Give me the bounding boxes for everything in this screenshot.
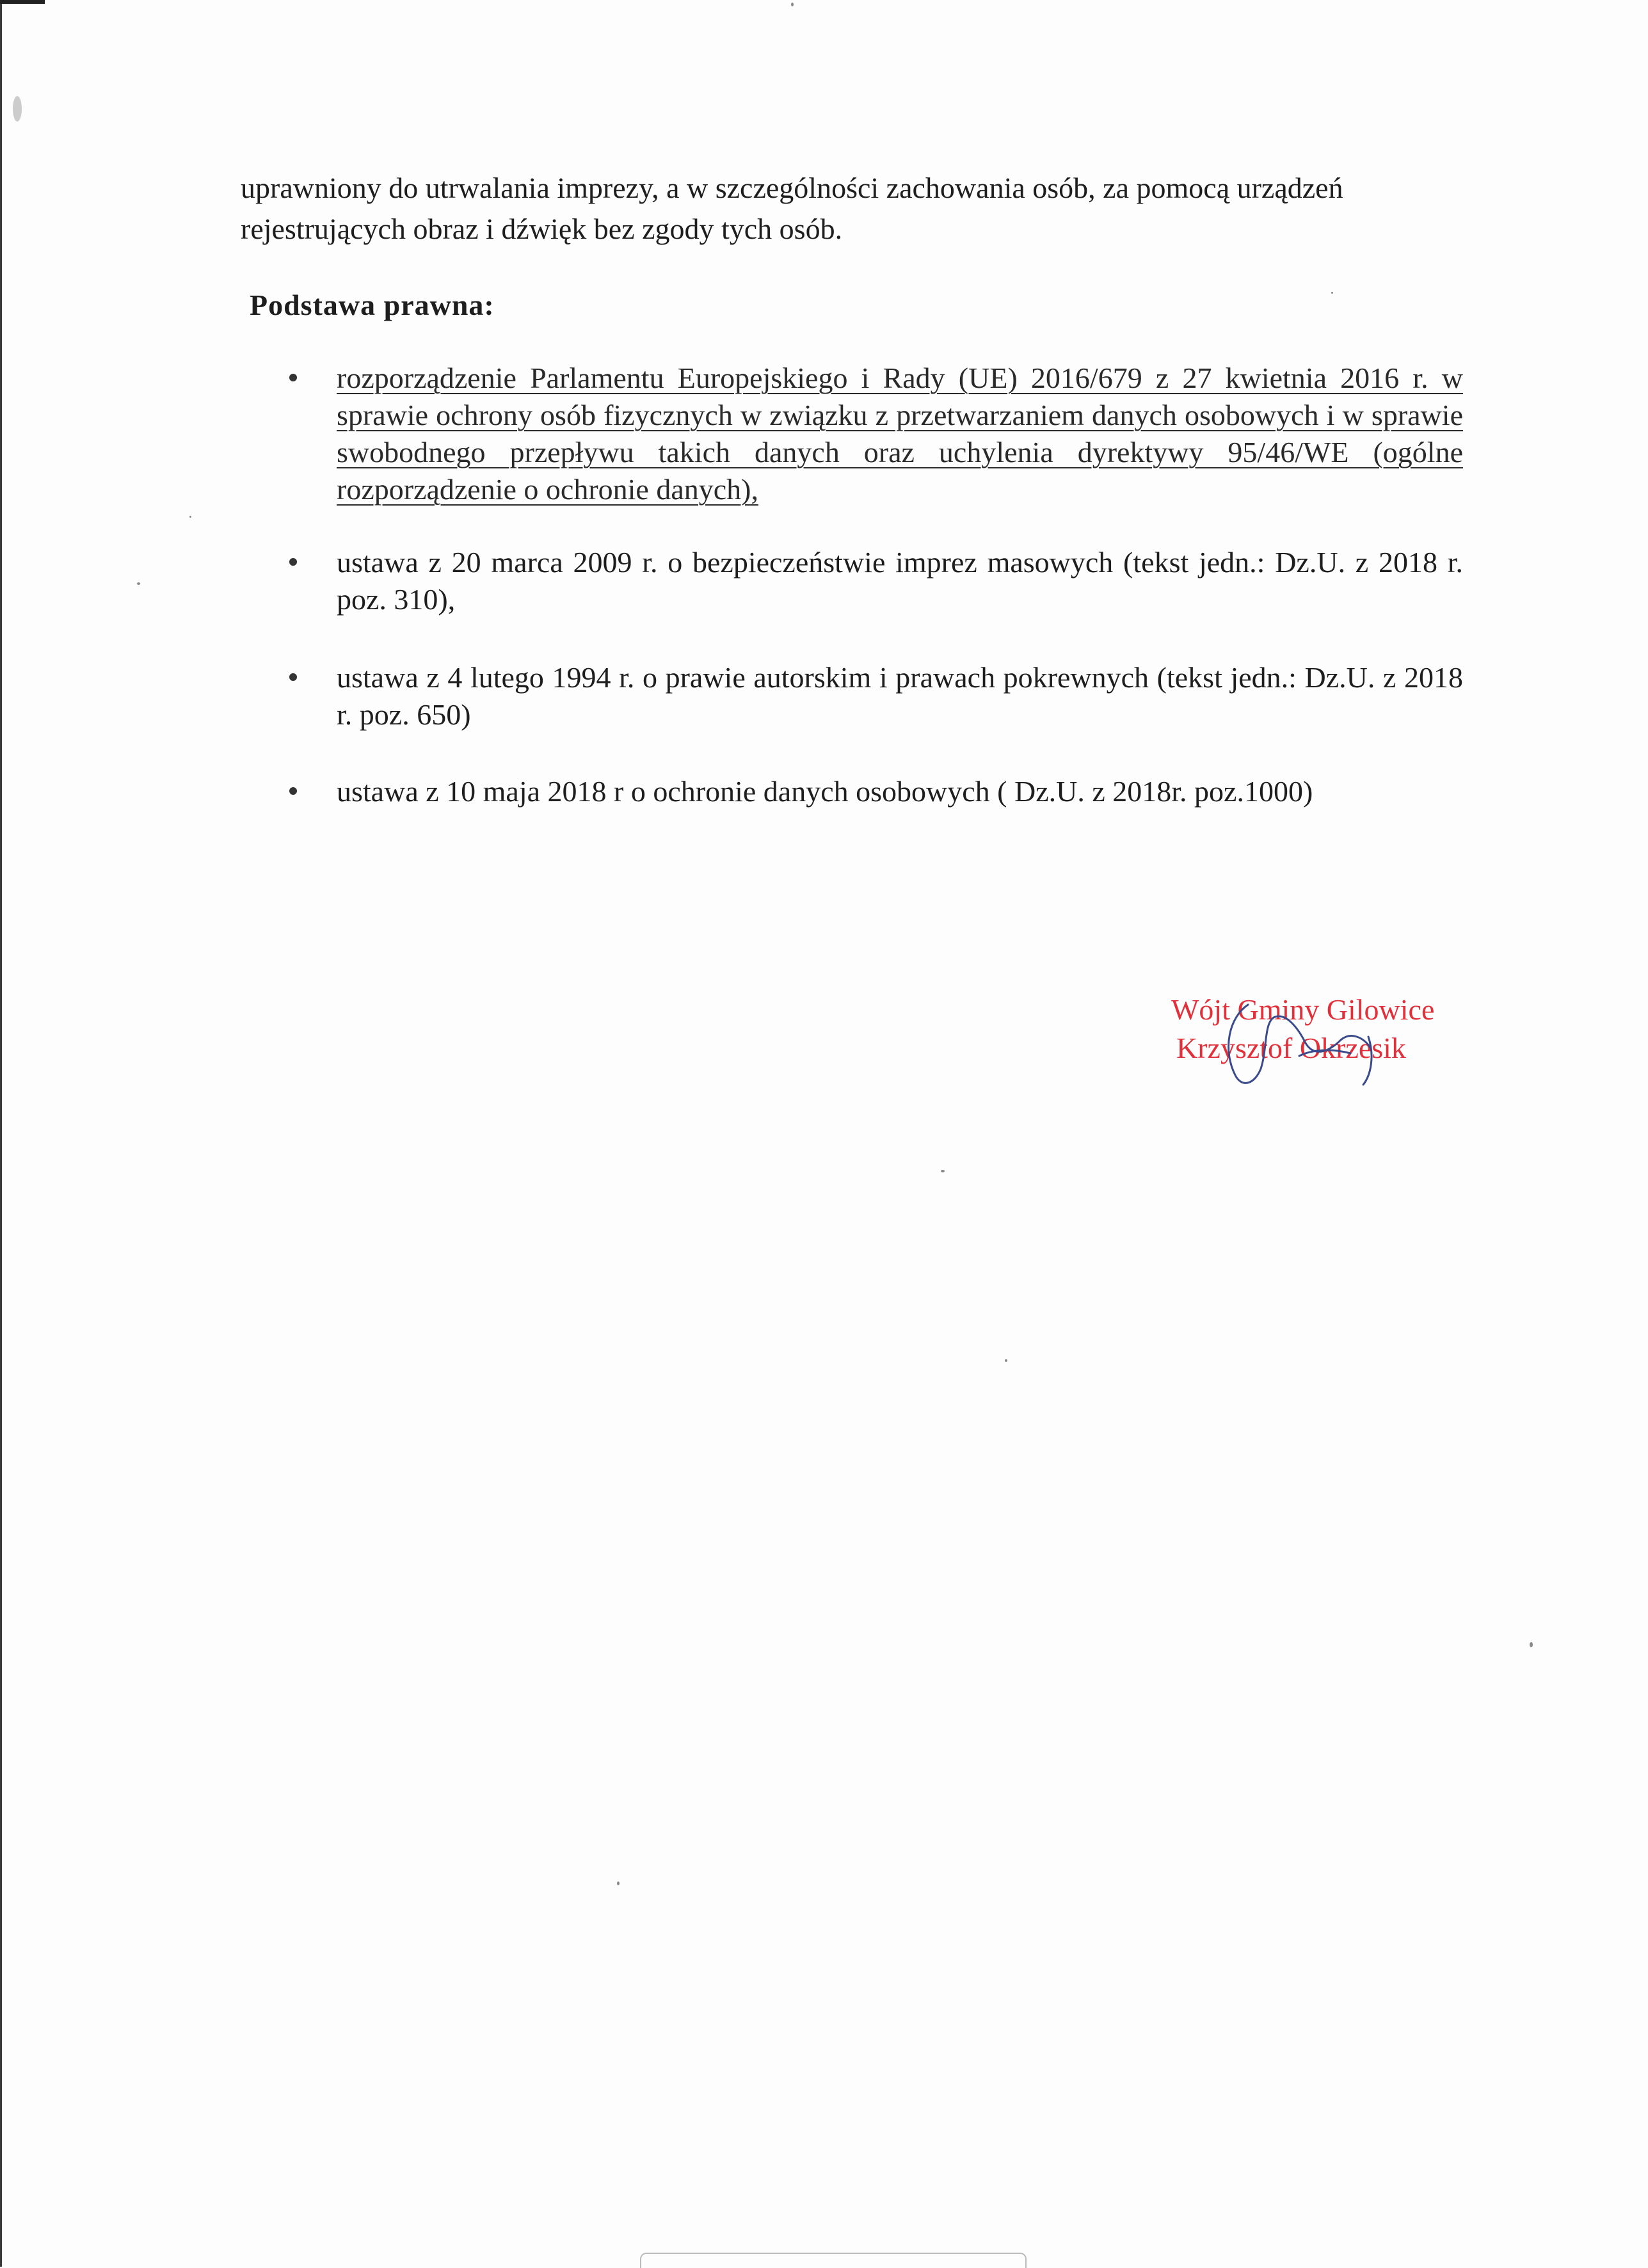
intro-paragraph (241, 168, 1463, 250)
handwritten-signature-icon (1203, 973, 1395, 1101)
intro-line-2: rejestrujących obraz i dźwięk bez zgody tych osób. (241, 212, 843, 245)
list-item-text: ustawa z 4 lutego 1994 r. o prawie autorskim i prawach pokrewnych (tekst jedn.: Dz.U. z 2018 r. poz. 650) (337, 661, 1463, 731)
legal-basis-heading: Podstawa prawna: (250, 289, 495, 321)
scan-edge (0, 0, 2, 2267)
list-item-text: ustawa z 20 marca 2009 r. o bezpieczeństwie imprez masowych (tekst jedn.: Dz.U. z 2018 r. poz. 310), (337, 546, 1463, 616)
bullet-icon (289, 787, 297, 795)
bullet-icon (289, 673, 297, 681)
intro-line-1: uprawniony do utrwalania imprezy, a w szczególności zachowania osób, za pomocą urządzeń (241, 172, 1343, 204)
scan-speck (137, 582, 140, 585)
scan-bottom-edge (640, 2253, 1027, 2268)
scan-speck (189, 516, 191, 518)
signature-title: Wójt Gminy Gilowice (1171, 993, 1435, 1026)
scan-speck (13, 96, 22, 122)
scan-speck (1331, 292, 1333, 294)
scan-speck (617, 1881, 620, 1885)
scan-speck (1530, 1642, 1533, 1647)
list-item-text: ustawa z 10 maja 2018 r o ochronie danych osobowych ( Dz.U. z 2018r. poz.1000) (337, 775, 1313, 808)
scan-speck (1005, 1359, 1007, 1362)
scan-speck (941, 1170, 945, 1172)
bullet-icon (289, 374, 297, 381)
list-item-text: rozporządzenie Parlamentu Europejskiego i Rady (UE) 2016/679 z 27 kwietnia 2016 r. w sprawie ochrony osób fizycznych w związku z przetwarzaniem danych osobowych i w sprawie swobodnego przepływu takich danych oraz uchylenia dyrektywy 95/46/WE (ogólne rozporządzenie o ochronie danych), (337, 362, 1463, 506)
scan-speck (791, 3, 794, 6)
document-page (241, 168, 1463, 808)
bullet-icon (289, 558, 297, 566)
signature-name: Krzysztof Okrzesik (1176, 1032, 1406, 1064)
scan-edge-top (0, 0, 45, 4)
